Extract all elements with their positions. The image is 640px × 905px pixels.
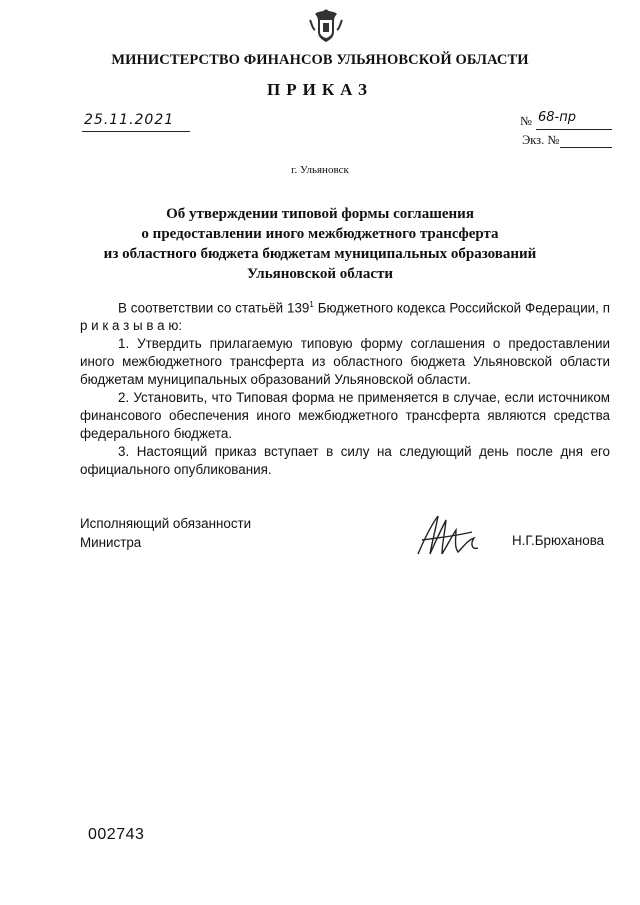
number-underline: [536, 129, 612, 130]
order-item: 2. Установить, что Типовая форма не применяется в случае, если источником финансового обеспечения иного межбюджетного трансферта являются средства федерального бюджета.: [80, 390, 610, 442]
city: г. Ульяновск: [291, 164, 349, 176]
document-type: ПРИКАЗ: [267, 80, 373, 99]
copy-underline: [560, 147, 612, 148]
document-body: [80, 296, 610, 479]
ministry-name: МИНИСТЕРСТВО ФИНАНСОВ УЛЬЯНОВСКОЙ ОБЛАСТИ: [111, 52, 529, 68]
signer-position: [80, 514, 251, 552]
intro-text: В соответствии со статьёй 139: [118, 300, 310, 316]
coat-of-arms-icon: [306, 6, 346, 46]
position-line: Министра: [80, 535, 142, 550]
intro-paragraph: [80, 296, 610, 335]
date-value: 25.11.2021: [84, 112, 175, 128]
copy-label: Экз. №: [522, 133, 560, 147]
date-underline: [82, 131, 190, 132]
handwritten-signature: [412, 510, 492, 562]
title-line: из областного бюджета бюджетам муниципальных образований: [103, 246, 537, 262]
title-line: Ульяновской области: [246, 266, 394, 282]
number-label: №: [520, 114, 532, 128]
document-code: 002743: [88, 826, 145, 843]
article-superscript: 1: [309, 300, 314, 309]
order-item: 3. Настоящий приказ вступает в силу на следующий день после дня его официального опубликования.: [80, 444, 610, 478]
signer-name: Н.Г.Брюханова: [512, 533, 605, 548]
title-line: Об утверждении типовой формы соглашения: [166, 206, 474, 222]
position-line: Исполняющий обязанности: [80, 516, 252, 531]
order-item: 1. Утвердить прилагаемую типовую форму соглашения о предоставлении иного межбюджетного трансферта из областного бюджета Ульяновской области бюджетам муниципальных образований Ульяновской области.: [80, 336, 610, 388]
title-line: о предоставлении иного межбюджетного трансферта: [141, 226, 499, 242]
document-date: [82, 112, 190, 134]
document-title: [90, 204, 550, 284]
copy-number: [522, 133, 612, 149]
number-value: 68-пр: [538, 110, 576, 125]
intro-text-continued: Бюджетного кодекса Российской Федерации, п р и к а з ы в а ю:: [80, 300, 611, 334]
document-number: [520, 110, 612, 132]
